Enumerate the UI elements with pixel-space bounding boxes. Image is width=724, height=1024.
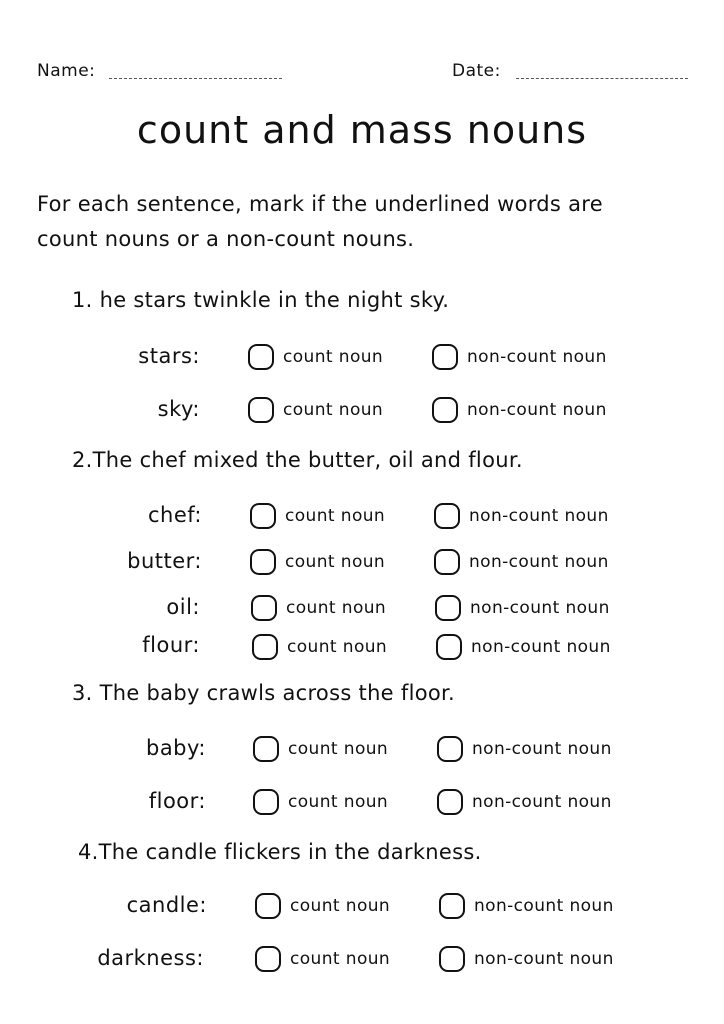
date-field[interactable]	[516, 78, 688, 79]
non-count-noun-label: non-count noun	[467, 400, 607, 420]
butter-non-count-noun-option[interactable]	[434, 549, 609, 575]
question-3-word-baby: baby:	[145, 736, 206, 760]
date-label: Date:	[452, 61, 501, 81]
chef-count-noun-option[interactable]	[250, 503, 385, 529]
checkbox-icon[interactable]	[255, 946, 281, 972]
non-count-noun-label: non-count noun	[467, 347, 607, 367]
non-count-noun-label: non-count noun	[469, 552, 609, 572]
checkbox-icon[interactable]	[255, 893, 281, 919]
page-title: count and mass nouns	[136, 108, 588, 152]
name-field[interactable]	[109, 78, 282, 79]
non-count-noun-label: non-count noun	[472, 739, 612, 759]
question-1-word-sky: sky:	[157, 397, 200, 421]
question-1-sentence: 1. he stars twinkle in the night sky.	[72, 288, 450, 312]
checkbox-icon[interactable]	[248, 344, 274, 370]
count-noun-label: count noun	[290, 896, 391, 916]
checkbox-icon[interactable]	[248, 397, 274, 423]
non-count-noun-label: non-count noun	[470, 598, 610, 618]
question-2-word-chef: chef:	[148, 503, 202, 527]
question-2-sentence: 2.The chef mixed the butter, oil and flour.	[72, 448, 523, 472]
candle-count-noun-option[interactable]	[255, 893, 390, 919]
checkbox-icon[interactable]	[436, 634, 462, 660]
candle-non-count-noun-option[interactable]	[439, 893, 614, 919]
stars-count-noun-option[interactable]	[248, 344, 383, 370]
checkbox-icon[interactable]	[434, 503, 460, 529]
chef-non-count-noun-option[interactable]	[434, 503, 609, 529]
sky-count-noun-option[interactable]	[248, 397, 383, 423]
question-4-word-candle: candle:	[126, 893, 207, 917]
question-3-word-floor: floor:	[148, 789, 206, 813]
checkbox-icon[interactable]	[253, 789, 279, 815]
checkbox-icon[interactable]	[434, 549, 460, 575]
sky-non-count-noun-option[interactable]	[432, 397, 607, 423]
checkbox-icon[interactable]	[432, 397, 458, 423]
count-noun-label: count noun	[285, 552, 386, 572]
non-count-noun-label: non-count noun	[471, 637, 611, 657]
question-1-word-stars: stars:	[138, 344, 200, 368]
baby-count-noun-option[interactable]	[253, 736, 388, 762]
oil-non-count-noun-option[interactable]	[435, 595, 610, 621]
checkbox-icon[interactable]	[435, 595, 461, 621]
checkbox-icon[interactable]	[439, 893, 465, 919]
non-count-noun-label: non-count noun	[474, 896, 614, 916]
flour-count-noun-option[interactable]	[252, 634, 387, 660]
question-2-word-oil: oil:	[166, 595, 200, 619]
count-noun-label: count noun	[283, 347, 384, 367]
count-noun-label: count noun	[288, 792, 389, 812]
non-count-noun-label: non-count noun	[474, 949, 614, 969]
name-label: Name:	[37, 61, 96, 81]
non-count-noun-label: non-count noun	[469, 506, 609, 526]
instructions-line-1: For each sentence, mark if the underlined words are	[37, 192, 603, 216]
count-noun-label: count noun	[288, 739, 389, 759]
checkbox-icon[interactable]	[251, 595, 277, 621]
count-noun-label: count noun	[287, 637, 388, 657]
count-noun-label: count noun	[286, 598, 387, 618]
checkbox-icon[interactable]	[252, 634, 278, 660]
butter-count-noun-option[interactable]	[250, 549, 385, 575]
floor-non-count-noun-option[interactable]	[437, 789, 612, 815]
count-noun-label: count noun	[285, 506, 386, 526]
question-4-sentence: 4.The candle flickers in the darkness.	[78, 840, 482, 864]
checkbox-icon[interactable]	[437, 736, 463, 762]
stars-non-count-noun-option[interactable]	[432, 344, 607, 370]
instructions-line-2: count nouns or a non-count nouns.	[37, 227, 415, 251]
question-3-sentence: 3. The baby crawls across the floor.	[72, 681, 455, 705]
checkbox-icon[interactable]	[253, 736, 279, 762]
oil-count-noun-option[interactable]	[251, 595, 386, 621]
question-2-word-flour: flour:	[142, 633, 200, 657]
darkness-non-count-noun-option[interactable]	[439, 946, 614, 972]
checkbox-icon[interactable]	[250, 503, 276, 529]
non-count-noun-label: non-count noun	[472, 792, 612, 812]
count-noun-label: count noun	[283, 400, 384, 420]
question-4-word-darkness: darkness:	[97, 946, 204, 970]
checkbox-icon[interactable]	[432, 344, 458, 370]
darkness-count-noun-option[interactable]	[255, 946, 390, 972]
flour-non-count-noun-option[interactable]	[436, 634, 611, 660]
floor-count-noun-option[interactable]	[253, 789, 388, 815]
checkbox-icon[interactable]	[437, 789, 463, 815]
count-noun-label: count noun	[290, 949, 391, 969]
checkbox-icon[interactable]	[250, 549, 276, 575]
checkbox-icon[interactable]	[439, 946, 465, 972]
question-2-word-butter: butter:	[127, 549, 202, 573]
baby-non-count-noun-option[interactable]	[437, 736, 612, 762]
